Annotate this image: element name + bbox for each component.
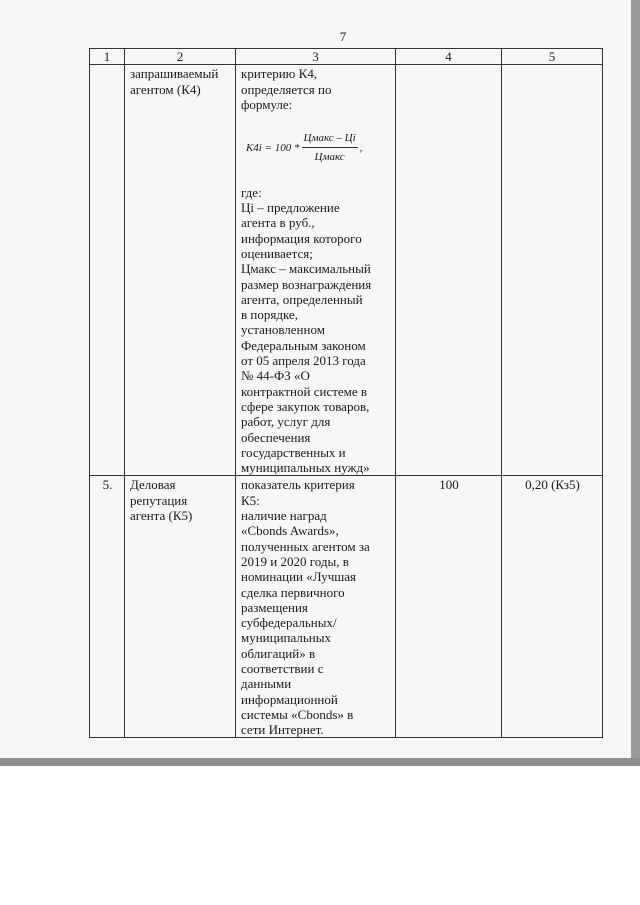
text-line: системы «Cbonds» в: [241, 706, 354, 722]
text-line: обеспечения: [241, 429, 311, 445]
text-line: облигаций» в: [241, 645, 316, 661]
text-line: контрактной системе в: [241, 383, 368, 399]
text-line: установленном: [241, 322, 325, 338]
table-header-row: [90, 49, 603, 65]
text-line: репутация: [130, 492, 188, 508]
header-cell-5: 5: [502, 49, 603, 65]
value-cell: [396, 65, 502, 476]
header-cell-2: 2: [125, 49, 236, 65]
formula-fraction: [302, 131, 358, 166]
text-line: муниципальных нужд»: [241, 460, 370, 476]
text-line: муниципальных: [241, 630, 332, 646]
weight-cell: [502, 65, 603, 476]
text-line: информация которого: [241, 230, 362, 246]
text-line: Цмакс – максимальный: [241, 261, 371, 277]
table-row: [90, 476, 603, 738]
text-line: субфедеральных/: [241, 615, 337, 631]
text-line: данными: [241, 676, 292, 692]
header-cell-1: 1: [90, 49, 125, 65]
text-line: размер вознаграждения: [241, 276, 372, 292]
weight-cell: 0,20 (Кз5): [502, 476, 603, 738]
formula-lhs: К4i = 100 *: [246, 141, 300, 154]
header-cell-3: 3: [236, 49, 396, 65]
text-line: наличие наград: [241, 508, 327, 524]
text-line: полученных агентом за: [241, 538, 370, 554]
text-line: показатель критерия: [241, 477, 355, 493]
text-line: агента, определенный: [241, 291, 363, 307]
text-line: «Cbonds Awards»,: [241, 523, 339, 539]
text-line: 2019 и 2020 годы, в: [241, 553, 349, 569]
table-row: [90, 65, 603, 476]
criterion-name-cell: [125, 65, 236, 476]
value-cell: 100: [396, 476, 502, 738]
formula-denominator: Цмакс: [314, 151, 345, 164]
page-number: 7: [339, 29, 347, 44]
text-line: агента (К5): [130, 508, 193, 524]
text-line: оценивается;: [241, 245, 313, 261]
text-line: где:: [241, 184, 262, 200]
text-line: Деловая: [130, 477, 176, 493]
text-line: Цi – предложение: [241, 200, 340, 216]
text-line: формуле:: [241, 96, 293, 112]
text-line: сети Интернет.: [241, 722, 324, 738]
text-line: сделка первичного: [241, 584, 345, 600]
criterion-name-cell: [125, 476, 236, 738]
criterion-description-cell: [236, 65, 396, 476]
text-line: агента в руб.,: [241, 215, 315, 231]
text-line: агентом (К4): [130, 81, 201, 97]
text-line: Федеральным законом: [241, 337, 366, 353]
formula-k4: [246, 131, 391, 166]
text-line: информационной: [241, 691, 338, 707]
row-number-cell: 5.: [90, 476, 125, 738]
criterion-description-cell: [236, 476, 396, 738]
text-line: государственных и: [241, 444, 346, 460]
text-line: определяется по: [241, 81, 332, 97]
text-line: в порядке,: [241, 307, 298, 323]
formula-tail: ,: [359, 141, 363, 154]
text-line: сфере закупок товаров,: [241, 398, 370, 414]
text-line: номинации «Лучшая: [241, 569, 357, 585]
text-line: К5:: [241, 492, 260, 508]
text-line: № 44-ФЗ «О: [241, 368, 310, 384]
row-number-cell: [90, 65, 125, 476]
text-line: работ, услуг для: [241, 414, 331, 430]
text-line: размещения: [241, 599, 308, 615]
criteria-table: [89, 48, 603, 738]
header-cell-4: 4: [396, 49, 502, 65]
text-line: соответствии с: [241, 660, 324, 676]
scan-edge-right: [631, 0, 640, 766]
text-line: критерию К4,: [241, 66, 318, 82]
text-line: от 05 апреля 2013 года: [241, 353, 366, 369]
formula-numerator: Цмакс – Цi: [302, 131, 358, 148]
scan-edge-bottom: [0, 758, 640, 766]
text-line: запрашиваемый: [130, 66, 219, 82]
